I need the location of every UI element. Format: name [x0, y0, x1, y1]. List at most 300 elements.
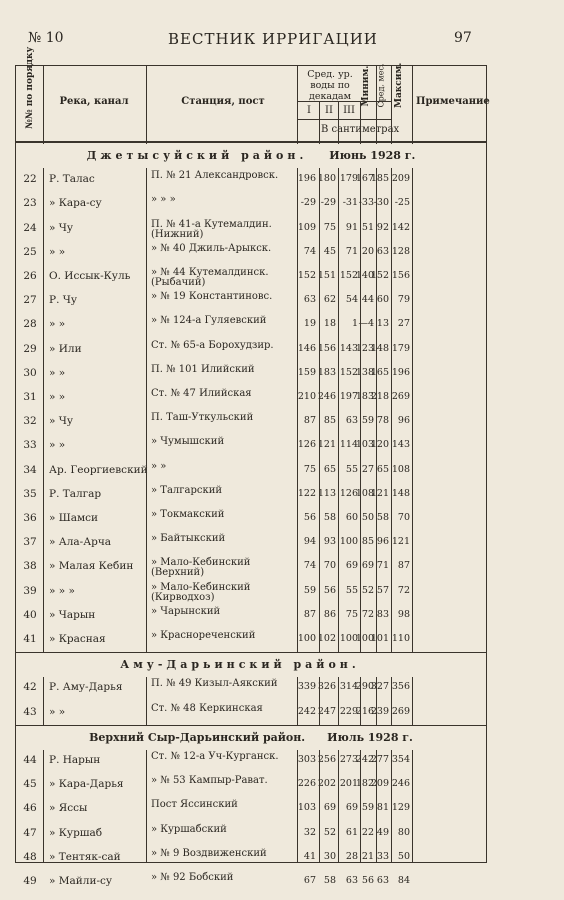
- river-name: » »: [49, 245, 66, 258]
- river-name: » »: [49, 439, 66, 452]
- table-row: [16, 410, 486, 434]
- row-number: 29: [23, 342, 37, 355]
- level-value: 92: [376, 221, 389, 233]
- row-number: 40: [23, 608, 37, 621]
- level-value: 30: [323, 850, 336, 862]
- section-region: Верхний Сыр-Дарьинский район.: [89, 730, 306, 744]
- table-row: [16, 701, 486, 725]
- river-name: » »: [49, 318, 66, 331]
- level-value: 56: [303, 512, 316, 523]
- level-value: 327: [370, 681, 389, 693]
- level-value: 71: [376, 560, 389, 572]
- level-value: 197: [339, 391, 358, 402]
- level-value: 63: [376, 245, 389, 257]
- level-value: 50: [397, 850, 410, 862]
- section-date: Июль 1928 г.: [327, 730, 413, 744]
- level-value: 54: [345, 294, 358, 306]
- station-name: » Чумышский: [151, 436, 225, 448]
- row-number: 38: [23, 560, 37, 573]
- river-name: Р. Талгар: [49, 487, 102, 500]
- level-value: -29: [320, 197, 336, 209]
- row-number: 22: [23, 173, 37, 186]
- row-number: 26: [23, 270, 37, 282]
- level-value: 79: [397, 294, 410, 306]
- level-value: 72: [361, 608, 374, 620]
- table-row: [16, 773, 486, 797]
- level-value: 67: [303, 875, 316, 886]
- header-avg-level: Сред. ур. воды по декадам: [307, 69, 353, 102]
- level-value: 226: [297, 778, 316, 790]
- level-value: 339: [297, 681, 316, 693]
- level-value: 126: [297, 439, 316, 451]
- level-value: 210: [297, 391, 316, 402]
- header-note: Примечание: [416, 96, 490, 107]
- level-value: 152: [370, 270, 389, 281]
- table-row: [16, 362, 486, 386]
- header-max: Максим.: [394, 62, 404, 108]
- river-name: Р. Чу: [49, 294, 78, 307]
- level-value: 120: [370, 439, 389, 451]
- level-value: 167: [355, 173, 374, 185]
- level-value: 83: [376, 608, 389, 620]
- river-name: » Красная: [49, 633, 106, 645]
- level-value: 63: [376, 875, 389, 886]
- level-value: 20: [361, 245, 374, 257]
- level-value: 196: [297, 173, 316, 185]
- level-value: 61: [345, 826, 358, 838]
- station-name: Ст. № 65-а Борохудзир.: [151, 339, 274, 351]
- river-name: » » »: [49, 584, 75, 597]
- station-name: » № 44 Кутемалдинск. (Рыбачий): [151, 267, 269, 288]
- level-value: -25: [394, 197, 410, 209]
- row-number: 33: [23, 439, 37, 452]
- level-value: 98: [397, 608, 410, 620]
- level-value: -30: [373, 197, 389, 209]
- level-value: 143: [339, 342, 358, 354]
- level-value: 152: [297, 270, 316, 281]
- row-number: 34: [23, 463, 37, 476]
- level-value: 32: [303, 826, 316, 838]
- station-name: Ст. № 12-а Уч-Курганск.: [151, 751, 279, 762]
- level-value: 256: [317, 754, 336, 765]
- table-row: [16, 168, 486, 192]
- level-value: 196: [391, 366, 410, 378]
- level-value: 70: [323, 560, 336, 572]
- station-name: П. № 101 Илийский: [151, 363, 255, 375]
- row-number: 30: [23, 366, 37, 379]
- row-number: 37: [23, 536, 37, 549]
- level-value: 179: [339, 173, 358, 185]
- table-row: [16, 192, 486, 216]
- row-number: 24: [23, 221, 37, 234]
- river-name: » »: [49, 366, 66, 379]
- level-value: 78: [376, 415, 389, 427]
- level-value: 269: [391, 705, 410, 717]
- table-row: [16, 531, 486, 555]
- river-name: » Майли-су: [49, 875, 113, 887]
- river-name: » »: [49, 391, 66, 403]
- level-value: 269: [391, 391, 410, 402]
- level-value: 41: [303, 850, 316, 862]
- river-name: » Чу: [49, 415, 74, 428]
- level-value: -29: [300, 197, 316, 209]
- river-name: » Яссы: [49, 802, 88, 815]
- row-number: 47: [23, 826, 37, 839]
- table-row: [16, 217, 486, 241]
- level-value: 326: [317, 681, 336, 693]
- row-number: 46: [23, 802, 37, 815]
- level-value: 100: [355, 633, 374, 644]
- level-value: 80: [397, 826, 410, 838]
- station-name: » Краснореченский: [151, 630, 256, 641]
- level-value: 140: [355, 270, 374, 281]
- level-value: 60: [376, 294, 389, 306]
- station-name: » »: [151, 460, 167, 472]
- table-row: [16, 434, 486, 458]
- level-value: 85: [361, 536, 374, 548]
- station-name: П. № 21 Александровск.: [151, 170, 279, 182]
- level-value: 87: [303, 415, 316, 427]
- level-value: 179: [391, 342, 410, 354]
- level-value: 129: [391, 802, 410, 814]
- level-value: 21: [361, 850, 374, 862]
- level-value: 72: [397, 584, 410, 596]
- river-name: » Малая Кебин: [49, 560, 134, 573]
- level-value: 49: [376, 826, 389, 838]
- row-number: 49: [23, 875, 37, 887]
- table-row: [16, 483, 486, 507]
- level-value: 314: [339, 681, 358, 693]
- row-number: 36: [23, 512, 37, 524]
- level-value: 128: [391, 245, 410, 257]
- level-value: 247: [317, 705, 336, 717]
- level-value: 55: [345, 463, 358, 475]
- station-name: » Мало-Кебинский (Кирводхоз): [151, 581, 251, 603]
- header-rule: [297, 101, 391, 102]
- river-name: » Куршаб: [49, 826, 103, 839]
- river-name: Р. Аму-Дарья: [49, 681, 123, 694]
- level-value: 52: [323, 826, 336, 838]
- level-value: 156: [391, 270, 410, 281]
- row-number: 31: [23, 391, 37, 403]
- level-value: 201: [339, 778, 358, 790]
- level-value: 91: [345, 221, 358, 233]
- header-units: В сантиметрах: [321, 124, 400, 135]
- header-rule: [297, 119, 391, 120]
- level-value: 109: [297, 221, 316, 233]
- level-value: 146: [297, 342, 316, 354]
- level-value: 242: [355, 754, 374, 765]
- level-value: 113: [317, 487, 336, 499]
- river-name: » Или: [49, 342, 82, 355]
- station-name: » Мало-Кебинский (Верхний): [151, 557, 251, 579]
- level-value: 65: [376, 463, 389, 475]
- level-value: 19: [303, 318, 316, 330]
- journal-title: ВЕСТНИК ИРРИГАЦИИ: [168, 30, 378, 48]
- station-name: » Токмакский: [151, 509, 225, 520]
- level-value: 1: [351, 318, 358, 330]
- level-value: 277: [370, 754, 389, 765]
- level-value: 202: [317, 778, 336, 790]
- level-value: —4: [358, 318, 374, 330]
- level-value: 56: [323, 584, 336, 596]
- level-value: 94: [303, 536, 316, 548]
- row-number: 32: [23, 415, 37, 428]
- level-value: 242: [297, 705, 316, 717]
- station-name: П. Таш-Уткульский: [151, 412, 254, 424]
- level-value: 121: [370, 487, 389, 499]
- level-value: 51: [361, 221, 374, 233]
- level-value: 183: [355, 391, 374, 402]
- row-number: 27: [23, 294, 37, 307]
- level-value: 121: [317, 439, 336, 451]
- table-header: [16, 46, 490, 143]
- level-value: 86: [323, 608, 336, 620]
- level-value: 55: [345, 584, 358, 596]
- row-number: 43: [23, 705, 37, 718]
- level-value: 58: [376, 512, 389, 523]
- station-name: » Байтыкский: [151, 533, 226, 545]
- river-name: » Ала-Арча: [49, 536, 112, 549]
- level-value: 63: [345, 875, 358, 886]
- river-name: » Тентяк-сай: [49, 850, 121, 863]
- level-value: -31: [342, 197, 358, 209]
- table-row: [16, 797, 486, 821]
- row-number: 35: [23, 487, 37, 500]
- level-value: 57: [376, 584, 389, 596]
- level-value: 18: [323, 318, 336, 330]
- level-value: 93: [323, 536, 336, 548]
- station-name: П. № 41-а Кутемалдин. (Нижний): [151, 218, 272, 240]
- station-name: » » »: [151, 194, 176, 206]
- level-value: 52: [361, 584, 374, 596]
- station-name: » № 19 Константиновс.: [151, 291, 273, 303]
- level-value: 33: [376, 850, 389, 862]
- section-region: Аму-Дарьинский район.: [120, 658, 360, 672]
- table-row: [16, 313, 486, 337]
- issue-number: № 10: [28, 30, 64, 46]
- level-value: 165: [370, 366, 389, 378]
- station-name: Пост Яссинский: [151, 799, 238, 811]
- level-value: 70: [397, 512, 410, 523]
- station-name: » Чарынский: [151, 605, 221, 617]
- level-value: 45: [323, 245, 336, 257]
- level-value: 183: [317, 366, 336, 378]
- level-value: 74: [303, 245, 316, 257]
- level-value: 122: [297, 487, 316, 499]
- river-name: » Кара-су: [49, 197, 102, 210]
- level-value: 156: [317, 342, 336, 354]
- river-name: » Шамси: [49, 512, 99, 524]
- level-value: 142: [391, 221, 410, 233]
- water-level-table: [15, 46, 490, 887]
- station-name: » № 53 Кампыр-Рават.: [151, 775, 268, 787]
- level-value: 180: [317, 173, 336, 185]
- row-number: 41: [23, 633, 37, 645]
- level-value: 60: [345, 512, 358, 523]
- level-value: 209: [391, 173, 410, 185]
- table-row: [16, 338, 486, 362]
- level-value: 152: [339, 366, 358, 378]
- section-title: [16, 725, 486, 750]
- river-name: Р. Нарын: [49, 754, 101, 766]
- level-value: 87: [397, 560, 410, 572]
- level-value: 69: [345, 802, 358, 814]
- river-name: » Чу: [49, 221, 74, 234]
- level-value: 114: [339, 439, 358, 451]
- row-number: 25: [23, 245, 37, 258]
- table-row: [16, 507, 486, 531]
- row-number: 39: [23, 584, 37, 597]
- level-value: 229: [339, 705, 358, 717]
- level-value: 81: [376, 802, 389, 814]
- level-value: 148: [391, 487, 410, 499]
- level-value: 75: [345, 608, 358, 620]
- table-row: [16, 676, 486, 700]
- level-value: 28: [345, 850, 358, 862]
- row-number: 23: [23, 197, 37, 210]
- header-decade-2: II: [325, 105, 333, 116]
- station-name: Ст. № 47 Илийская: [151, 388, 252, 399]
- level-value: 151: [317, 270, 336, 281]
- table-row: [16, 555, 486, 579]
- level-value: 143: [391, 439, 410, 451]
- station-name: » № 124-а Гуляевский: [151, 315, 267, 327]
- row-number: 44: [23, 754, 37, 766]
- header-mean: Сред. мес.: [376, 63, 386, 108]
- table-row: [16, 604, 486, 628]
- table-row: [16, 628, 486, 652]
- level-value: 121: [391, 536, 410, 548]
- section-title: [16, 652, 486, 677]
- header-min: Миним.: [361, 65, 371, 107]
- table-row: [16, 289, 486, 313]
- level-value: 69: [323, 802, 336, 814]
- station-name: Ст. № 48 Керкинская: [151, 702, 263, 714]
- station-name: » № 92 Бобский: [151, 872, 234, 883]
- level-value: 218: [370, 391, 389, 402]
- table-row: [16, 749, 486, 773]
- section-date: Июнь 1928 г.: [329, 149, 416, 162]
- level-value: 159: [297, 366, 316, 378]
- river-name: Р. Талас: [49, 173, 95, 186]
- level-value: 216: [355, 705, 374, 717]
- level-value: 290: [355, 681, 374, 693]
- level-value: 246: [317, 391, 336, 402]
- level-value: 185: [370, 173, 389, 185]
- row-number: 48: [23, 850, 37, 863]
- level-value: 110: [391, 633, 410, 644]
- level-value: 273: [339, 754, 358, 765]
- level-value: 63: [303, 294, 316, 306]
- table-row: [16, 459, 486, 483]
- table-row: [16, 265, 486, 289]
- table-row: [16, 870, 486, 894]
- row-number: 42: [23, 681, 37, 694]
- level-value: 126: [339, 487, 358, 499]
- header-decade-1: I: [307, 105, 311, 116]
- level-value: 354: [391, 754, 410, 765]
- level-value: 58: [323, 875, 336, 886]
- level-value: 22: [361, 826, 374, 838]
- row-number: 28: [23, 318, 37, 331]
- page-number: 97: [454, 30, 472, 46]
- level-value: 56: [361, 875, 374, 886]
- level-value: -33: [358, 197, 374, 209]
- level-value: 303: [297, 754, 316, 765]
- level-value: 100: [297, 633, 316, 644]
- level-value: 356: [391, 681, 410, 693]
- level-value: 50: [361, 512, 374, 523]
- level-value: 239: [370, 705, 389, 717]
- header-number: №№ по порядку: [25, 46, 35, 129]
- table-row: [16, 846, 486, 870]
- level-value: 62: [323, 294, 336, 306]
- level-value: 44: [361, 294, 374, 306]
- level-value: 101: [370, 633, 389, 644]
- table-row: [16, 580, 486, 604]
- level-value: 71: [345, 245, 358, 257]
- river-name: » Чарын: [49, 608, 96, 621]
- level-value: 59: [361, 415, 374, 427]
- level-value: 103: [355, 439, 374, 451]
- station-name: » № 40 Джиль-Арыкск.: [151, 242, 272, 254]
- table-row: [16, 822, 486, 846]
- level-value: 69: [361, 560, 374, 572]
- header-station: Станция, пост: [181, 96, 265, 107]
- level-value: 246: [391, 778, 410, 790]
- level-value: 108: [391, 463, 410, 475]
- level-value: 27: [361, 463, 374, 475]
- level-value: 108: [355, 487, 374, 499]
- level-value: 27: [397, 318, 410, 330]
- level-value: 63: [345, 415, 358, 427]
- page-header: [0, 0, 564, 60]
- level-value: 84: [397, 875, 410, 886]
- station-name: » № 9 Воздвиженский: [151, 847, 267, 859]
- section-title: [16, 144, 486, 168]
- level-value: 103: [297, 802, 316, 814]
- level-value: 152: [339, 270, 358, 281]
- station-name: » Талгарский: [151, 484, 223, 496]
- level-value: 87: [303, 608, 316, 620]
- river-name: » »: [49, 705, 66, 718]
- section-region: Джетысуйский район.: [86, 149, 308, 162]
- level-value: 100: [339, 633, 358, 644]
- level-value: 182: [355, 778, 374, 790]
- level-value: 138: [355, 366, 374, 378]
- level-value: 148: [370, 342, 389, 354]
- row-number: 45: [23, 778, 37, 791]
- level-value: 59: [303, 584, 316, 596]
- level-value: 96: [376, 536, 389, 548]
- level-value: 85: [323, 415, 336, 427]
- header-river: Река, канал: [59, 96, 129, 107]
- level-value: 102: [317, 633, 336, 644]
- header-decade-3: III: [343, 105, 355, 116]
- level-value: 74: [303, 560, 316, 572]
- station-name: П. № 49 Кизыл-Аякский: [151, 678, 278, 690]
- level-value: 59: [361, 802, 374, 814]
- river-name: » Кара-Дарья: [49, 778, 124, 791]
- level-value: 123: [355, 342, 374, 354]
- river-name: О. Иссык-Куль: [49, 270, 131, 282]
- river-name: Ар. Георгиевский: [49, 463, 148, 476]
- level-value: 69: [345, 560, 358, 572]
- level-value: 96: [397, 415, 410, 427]
- station-name: » Куршабский: [151, 823, 227, 835]
- level-value: 65: [323, 463, 336, 475]
